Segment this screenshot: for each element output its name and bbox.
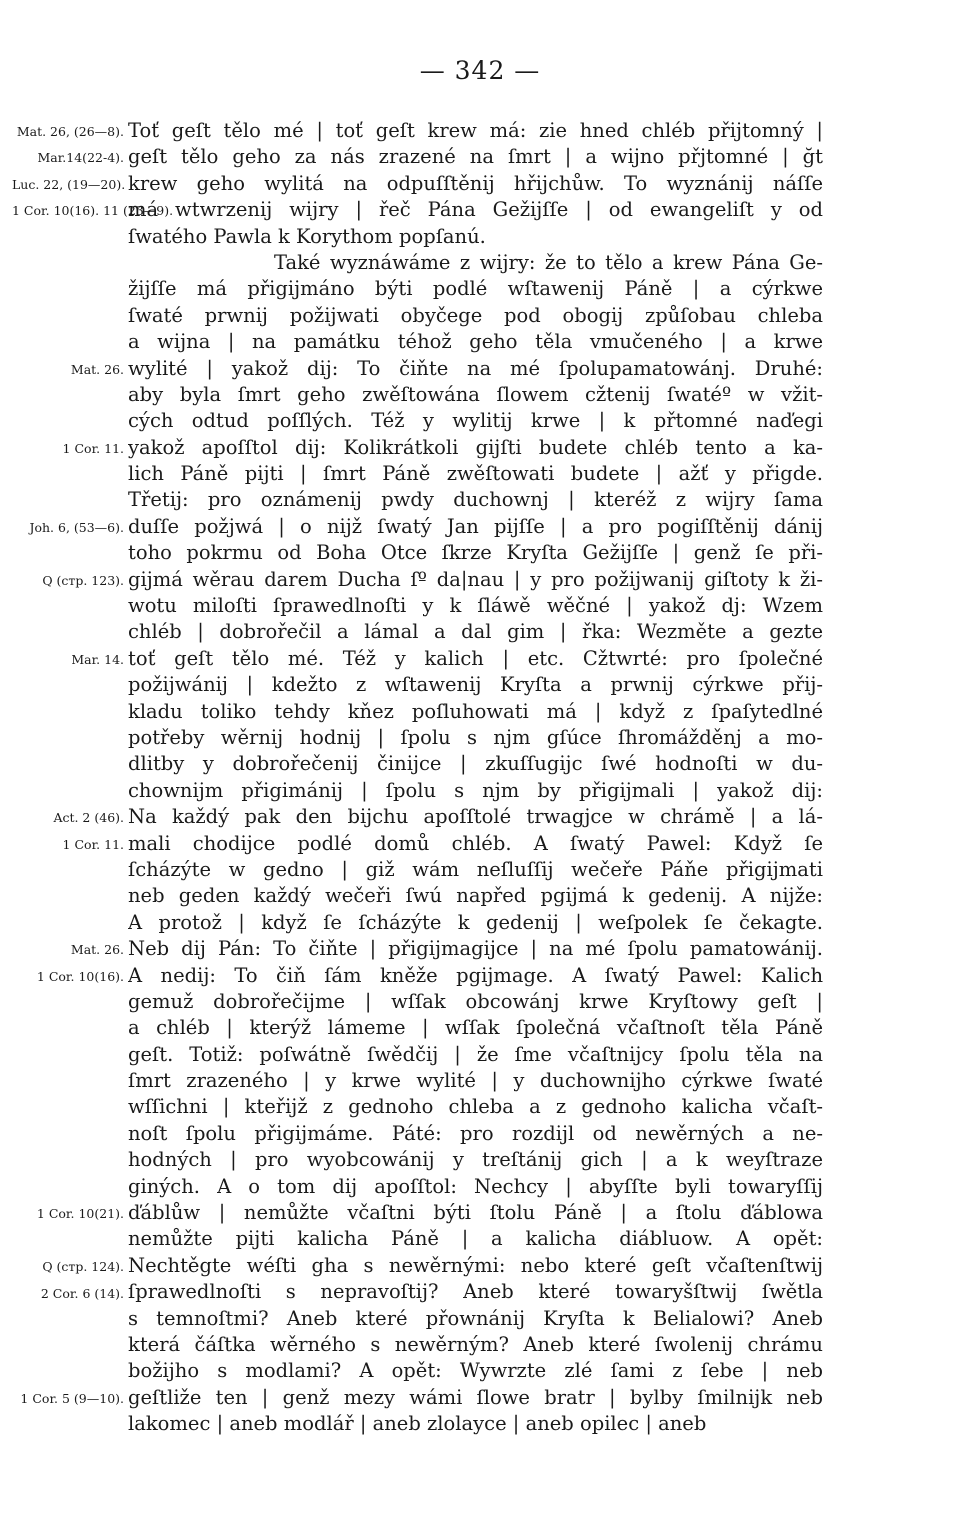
text-line: lakomec | aneb modlář | aneb zlolayce | aneb opilec | aneb (128, 1412, 707, 1436)
margin-reference: 1 Cor. 10(21). (36, 1206, 124, 1222)
text-line: žijſſe má přigijmáno býti podlé wſtawenij Páně | a cýrkwe (128, 277, 823, 301)
page-number: — 342 — (419, 56, 541, 85)
margin-reference: Mat. 26. (70, 942, 124, 958)
margin-reference: Luc. 22, (19—20). (12, 176, 126, 192)
text-line: ſmrt zrazeného | y krwe wylité | y duchownijho cýrkwe ſwaté (128, 1069, 823, 1093)
text-line: požijwánij | kdežto z wſtawenij Kryſta a prwnij cýrkwe přij- (128, 673, 823, 697)
margin-reference: 1 Cor. 10(16). 11 (23—9). (12, 203, 174, 219)
margin-reference: Mat. 26, (26—8). (16, 124, 124, 139)
text-line: a wijna | na památku téhož geho těla vmučeného | a krwe (128, 330, 823, 354)
text-line: která čáſtka wěrného s newěrným? Aneb které ſwolenij chrámu (128, 1332, 823, 1356)
text-line: chléb | dobrořečil a lámal a dal gim | řka: Wezměte a gezte (128, 620, 823, 644)
text-line: ſwatého Pawla k Korythom popſanú. (128, 224, 486, 248)
text-line: giných. A o tom dij apoſſtol: Nechcy | abyſſte byli towaryſſij (128, 1174, 823, 1198)
text-line: wotu miloſti ſprawedlnoſti y k ſláwě wěčné | yakož dj: Wzem (128, 594, 823, 618)
margin-reference: Mat. 26. (70, 361, 124, 377)
text-line: wſſichni | kteřijž z gednoho chleba a z gednoho kalicha včaſt- (128, 1095, 823, 1119)
text-line: Na každý pak den bijchu apoſſtolé trwagjce w chrámě | a lá- (128, 805, 823, 829)
text-line: gemuž dobrořečijme | wſſak obcowánj krwe Kryſtowy geſt | (128, 989, 823, 1013)
margin-reference: 1 Cor. 5 (9—10). (20, 1391, 124, 1407)
text-line: Také wyznáwáme z wijry: že to tělo a krew Pána Ge- (274, 250, 823, 274)
margin-reference: Q (стр. 124). (42, 1259, 124, 1275)
margin-reference: Mar.14(22-4). (37, 150, 124, 166)
text-line: geſtliže ten | genž mezy wámi ſlowe bratr | bylby ſmilnijk neb (128, 1385, 823, 1409)
text-line: a chléb | kterýž lámeme | wſſak ſpolečná včaſtnoſt těla Páně (128, 1016, 823, 1040)
text-line: krew geho wylitá na odpuſſtěnij hřijchůw. To wyznánij náſſe (128, 171, 823, 195)
margin-reference: Q (стр. 123). (42, 572, 124, 588)
body-text (128, 118, 823, 1438)
text-line: božijho s modlami? A opět: Wywrzte zlé ſami z ſebe | neb (128, 1359, 823, 1383)
margin-reference: 1 Cor. 10(16). (36, 968, 124, 984)
text-line: neb geden každý wečeři ſwú napřed pgijmá k gedenij. A nijže: (128, 884, 823, 908)
text-line: ſcházýte w gedno | giž wám neſluſſij wečeře Páňe přigijmati (128, 857, 823, 881)
text-line: toho pokrmu od Boha Otce ſkrze Kryſta Gežijſſe | genž ſe při- (128, 541, 823, 565)
text-line: chownijm přigimánij | ſpolu s njm by přigijmali | yakož dij: (128, 778, 823, 802)
text-line: ďáblůw | nemůžte včaſtni býti ſtolu Páně | a ſtolu ďáblowa (128, 1201, 823, 1225)
text-line: gijmá wěrau darem Ducha ſº da|nau | y pro požijwanij giſtoty k ži- (128, 567, 823, 591)
text-line: má wtwrzenij wijry | řeč Pána Gežijſſe | od ewangeliſt y od (128, 198, 823, 222)
text-line: Třetij: pro oznámenij pwdy duchownj | kteréž z wijry ſama (128, 488, 823, 512)
text-line: dlitby y dobrořečenij činijce | zkuſſugijc ſwé hodnoſti w du- (128, 752, 823, 776)
text-line: yakož apoſſtol dij: Kolikrátkoli gijſti budete chléb tento a ka- (128, 435, 823, 459)
text-line: duſſe požjwá | o nijž ſwatý Jan pijſſe | a pro pogiſſtěnij dánij (128, 514, 823, 538)
text-line: aby byla ſmrt geho zwěſtowána ſlowem cžtenij ſwatéº w vžit- (128, 382, 823, 406)
margin-reference: 1 Cor. 11. (62, 440, 124, 456)
text-line: lich Páně pijti | ſmrt Páně zwěſtowati budete | ažť y přigde. (128, 462, 823, 486)
text-line: ſwaté prwnij požijwati obyčege pod obogij způſobau chleba (128, 303, 823, 327)
text-line: ſprawedlnoſti s nepravoſtij? Aneb které towaryšſtwij ſwětla (128, 1280, 823, 1304)
text-line: s temnoſtmi? Aneb které přownánij Kryſta k Belialowi? Aneb (128, 1306, 823, 1330)
margin-reference: Act. 2 (46). (53, 810, 124, 826)
margin-reference: Mar. 14. (71, 652, 124, 667)
text-line: toť geſt tělo mé. Též y kalich | etc. Cžtwrté: pro ſpolečné (128, 646, 823, 670)
text-line: potřeby wěrnij hodnij | ſpolu s njm gſúce ſhromážděnj a mo- (128, 725, 823, 749)
text-line: hodných | pro wyobcowánij y treſtánij gich | a k weyſtraze (128, 1148, 823, 1172)
margin-reference: 1 Cor. 11. (62, 836, 124, 852)
text-line: geſt tělo geho za nás zrazené na ſmrt | a wijno přjtomné | ğt (128, 145, 823, 169)
text-line: noſt ſpolu přigijmáme. Páté: pro rozdijl od newěrných a ne- (128, 1121, 823, 1145)
text-line: wylité | yakož dij: To čiňte na mé ſpolupamatowánj. Druhé: (128, 356, 823, 380)
text-line: Nechtěgte wéſti gha s newěrnými: nebo které geſt včaſtenſtwij (128, 1253, 823, 1277)
margin-reference: Joh. 6, (53—6). (29, 520, 124, 535)
text-line: cých odtud poſſlých. Též y wylitij krwe | k přtomné naďegi (128, 409, 823, 433)
text-line: A nedij: To čiň ſám kněže pgijmage. A ſwatý Pawel: Kalich (128, 963, 823, 987)
text-line: A protož | když ſe ſcházýte k gedenij | weſpolek ſe čekagte. (128, 910, 823, 934)
margin-reference: 2 Cor. 6 (14). (40, 1285, 124, 1301)
text-line: Toť geſt tělo mé | toť geſt krew má: zie hned chléb přijtomný | (128, 119, 823, 142)
text-line: kladu toliko tehdy kňez poſluhowati má | když z ſpaſytedlné (128, 699, 823, 723)
text-line: geſt. Totiž: poſwátně ſwědčij | že ſme včaſtnijcy ſpolu těla na (128, 1042, 823, 1066)
text-line: mali chodijce podlé domů chléb. A ſwatý Pawel: Když ſe (128, 831, 823, 855)
text-line: nemůžte pijti kalicha Páně | a kalicha diábluow. A opět: (128, 1227, 823, 1251)
text-line: Neb dij Pán: To čiňte | přigijmagijce | na mé ſpolu pamatowánij. (128, 937, 823, 961)
